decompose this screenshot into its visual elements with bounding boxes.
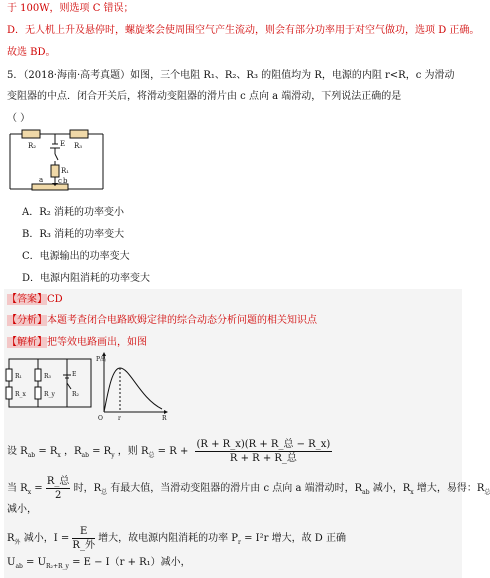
resistor-r3 xyxy=(70,130,88,138)
question-stem-1: 5．（2018·海南·高考真题）如图，三个电阻 R₁、R₂、R₃ 的阻值均为 R，电源的内阻 r<R，c 为滑动 xyxy=(7,70,455,81)
answer-value: CD xyxy=(47,294,63,305)
solution-line xyxy=(7,336,147,349)
label-r1: R₁ xyxy=(61,167,70,175)
option-d: D．电源内阻消耗的功率变大 xyxy=(22,273,151,284)
label-c: c xyxy=(58,177,62,185)
work-line-5: $U_{ab} = U_{R_2+R\_y} = E - I(r + R_1)$减小， xyxy=(7,557,191,570)
label-r1: R₁ xyxy=(15,373,22,380)
fraction-denominator: R + R + R_总 xyxy=(229,453,297,464)
label-b: b xyxy=(63,177,68,185)
label-a: a xyxy=(39,176,44,184)
work-line-4: $R_外$ 减小，I = E R_外 增大，故电源内阻消耗的功率 $P_r = I^2r$ 增大，故 D 正确 xyxy=(7,526,346,551)
r-tick-label: r xyxy=(118,415,121,422)
label-e: E xyxy=(60,140,66,148)
answer-paren: （ ） xyxy=(7,113,31,124)
option-c: C．电源输出的功率变大 xyxy=(22,251,130,262)
solution-text: 把等效电路画出，如图 xyxy=(47,337,147,348)
work-line-1: 设 $R_{ab} = R_x$ ，$R_{ab} = R_y$ ，则 $R_总 = R$ + (R + R_x)(R + R_总 − R_x) R + R + R_总 xyxy=(7,439,331,464)
label-r2: R₂ xyxy=(72,391,79,398)
label-e: E xyxy=(72,371,77,378)
prev-line-3: 故选 BD。 xyxy=(7,47,56,58)
answer-line xyxy=(7,293,63,306)
resistor-rx xyxy=(6,387,12,399)
answer-tag: 【答案】 xyxy=(7,294,47,305)
analysis-tag: 【分析】 xyxy=(7,315,47,326)
fraction-numerator: (R + R_x)(R + R_总 − R_x) xyxy=(196,439,331,450)
label-r2: R₂ xyxy=(28,142,37,150)
option-a: A．R₂ 消耗的功率变小 xyxy=(22,207,124,218)
resistor-r1 xyxy=(6,369,12,381)
prev-line-1: 于 100W，则选项 C 错误； xyxy=(7,3,134,14)
circuit-diagram xyxy=(0,126,130,196)
label-rx: R_x xyxy=(15,391,26,398)
analysis-text: 本题考查闭合电路欧姆定律的综合动态分析问题的相关知识点 xyxy=(47,315,317,326)
work-line-3: 减小， xyxy=(7,504,37,515)
y-axis-label: P出 xyxy=(96,356,107,363)
resistor-r3 xyxy=(35,369,41,381)
x-axis-label: R xyxy=(162,415,167,422)
work-line-2: 当 $R_x$ = R_总 2 时，$R_总$ 有最大值，当滑动变阻器的滑片由 c 点向 a 端滑动时，$R_{ab}$ 减小，$R_x$ 增大，易得：$R_总$ xyxy=(7,476,490,501)
resistor-r2 xyxy=(22,130,40,138)
label-r3: R₃ xyxy=(74,142,83,150)
question-stem-2: 变阻器的中点．闭合开关后，将滑动变阻器的滑片由 c 点向 a 端滑动，下列说法正确的是 xyxy=(7,91,402,102)
resistor-r1 xyxy=(51,165,59,177)
solution-tag: 【解析】 xyxy=(7,337,47,348)
label-ry: R_y xyxy=(44,391,55,398)
origin-label: O xyxy=(98,415,103,422)
resistor-ry xyxy=(35,387,41,399)
prev-line-2: D．无人机上升及悬停时，螺旋桨会使周围空气产生流动，则会有部分功率用于对空气做功，选项 D 正确。 xyxy=(7,25,480,36)
power-curve-graph xyxy=(96,352,168,422)
equivalent-circuit xyxy=(5,355,97,413)
option-b: B．R₃ 消耗的功率变大 xyxy=(22,229,125,240)
power-curve xyxy=(104,368,162,412)
analysis-line xyxy=(7,314,317,327)
label-r3: R₃ xyxy=(44,373,51,380)
